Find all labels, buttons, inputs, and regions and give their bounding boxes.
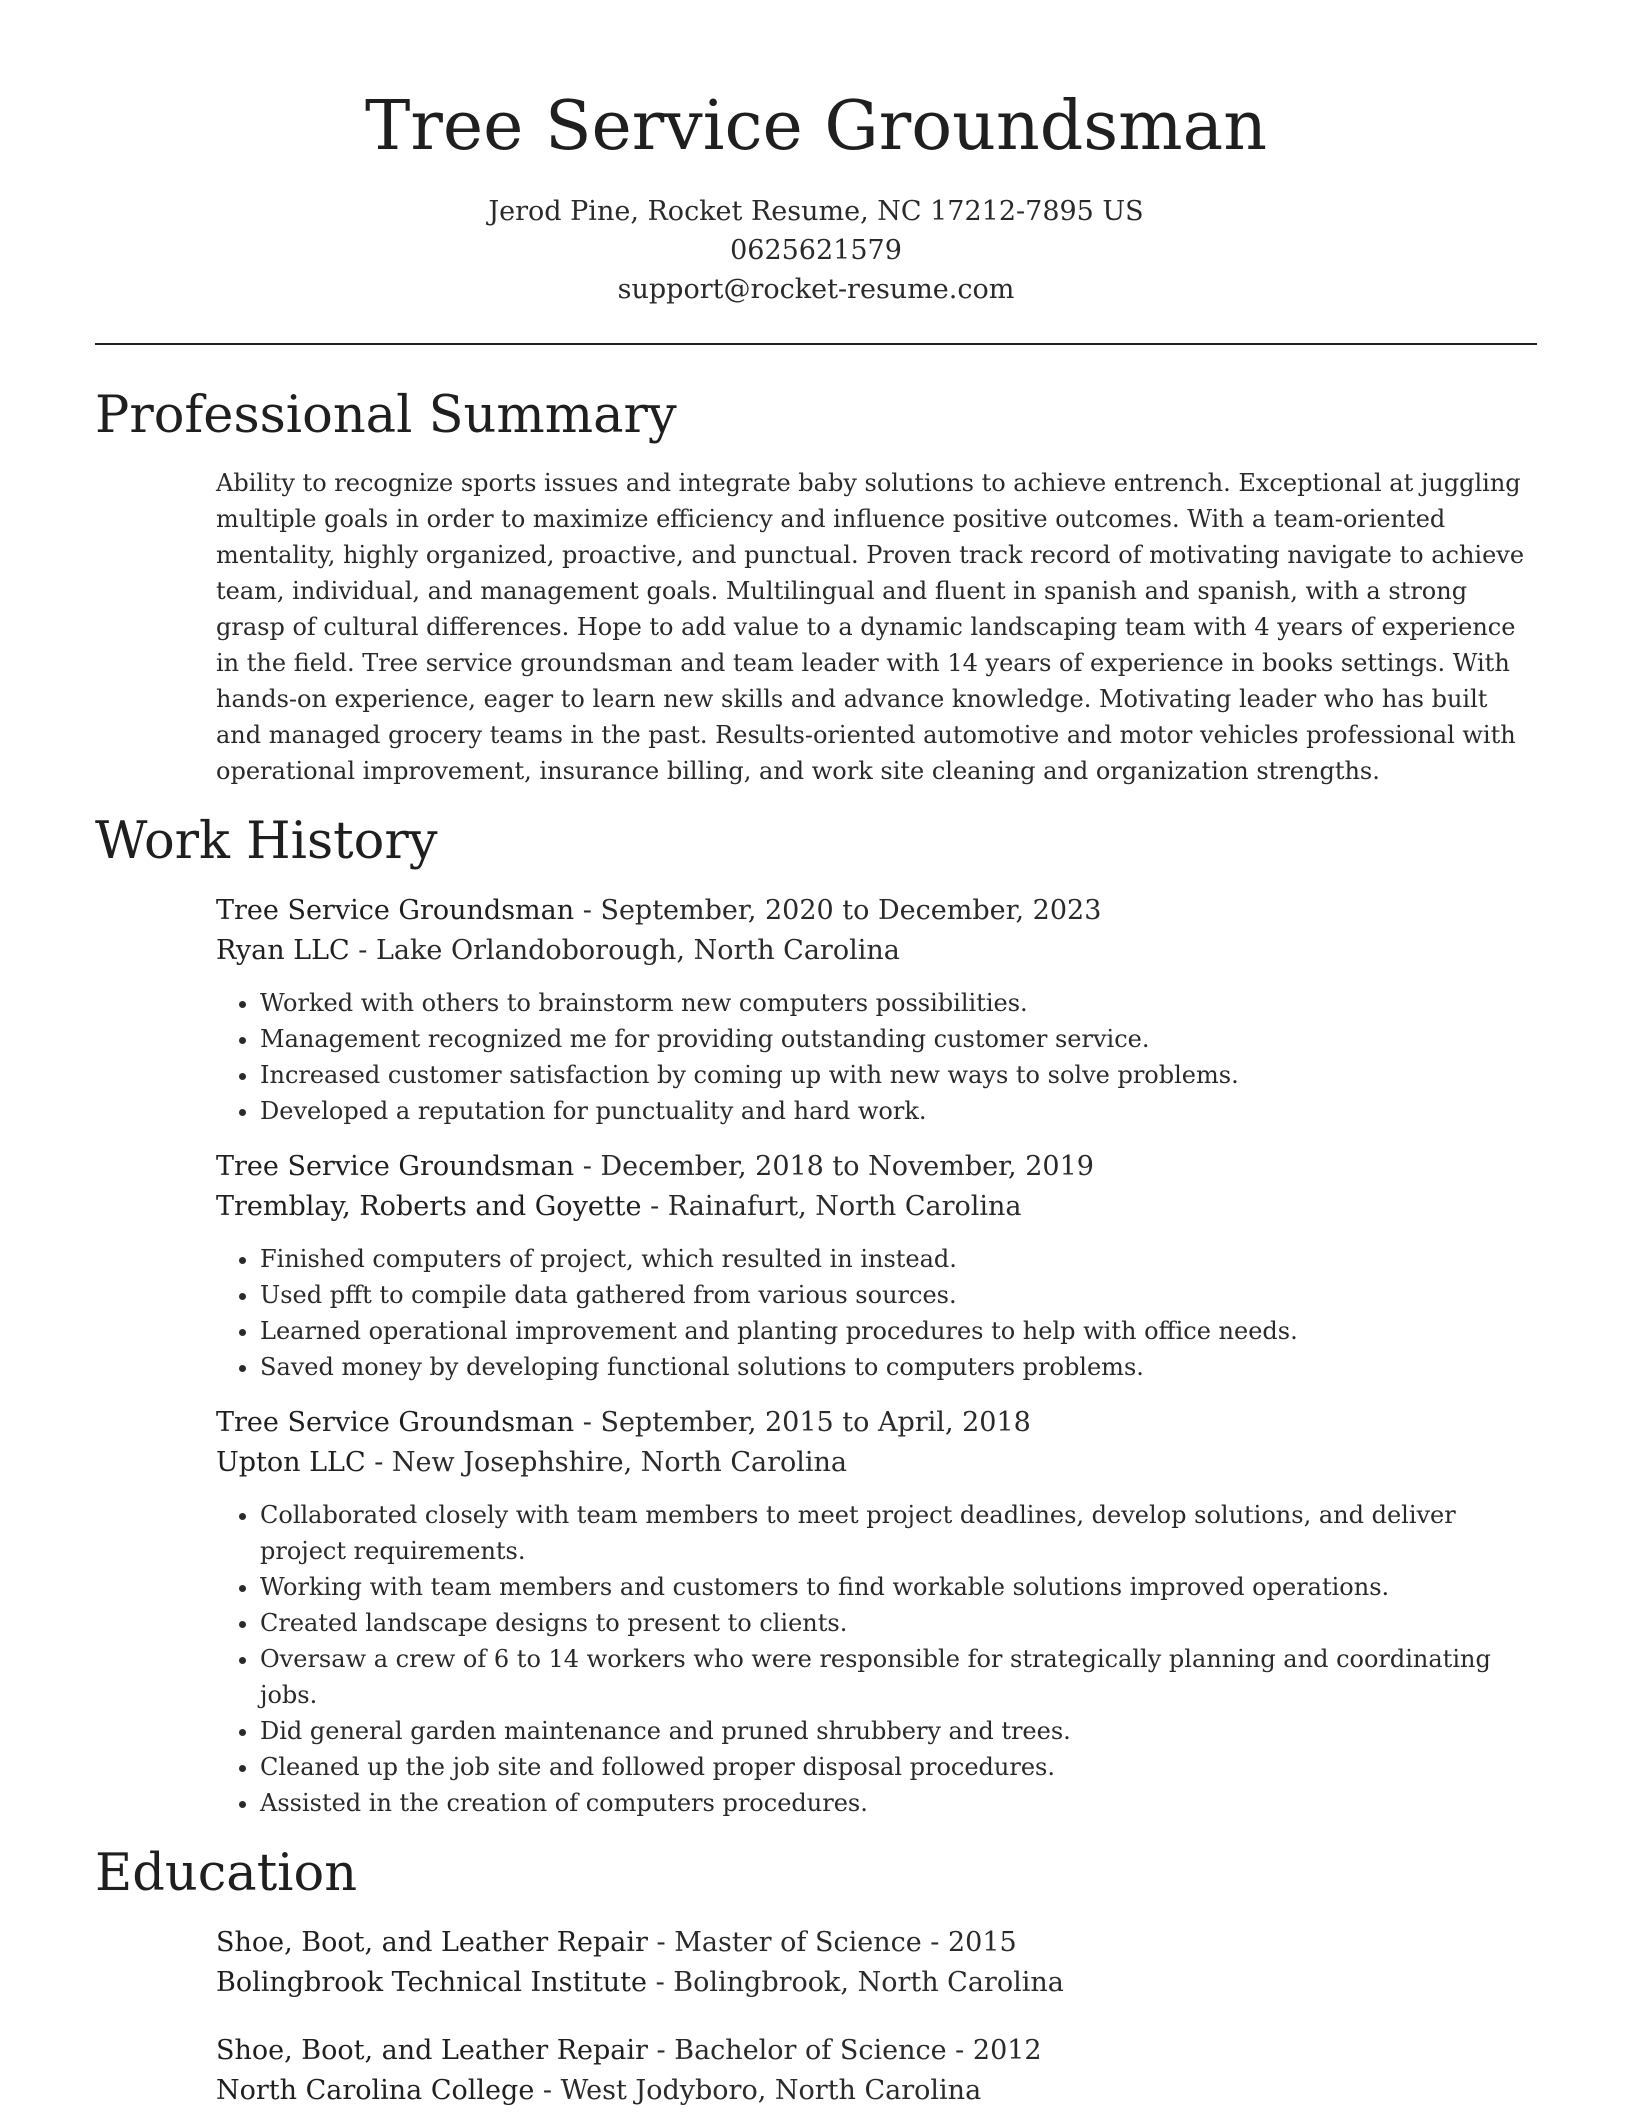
summary-section — [95, 383, 1537, 789]
job-dates: - September, 2020 to December, 2023 — [574, 895, 1102, 926]
education-location: - Bolingbrook, North Carolina — [647, 1967, 1064, 1998]
education-field: Shoe, Boot, and Leather Repair — [216, 1927, 648, 1958]
job-bullet: • Used pfft to compile data gathered from various sources. — [260, 1277, 1537, 1313]
education-degree: - Bachelor of Science - 2012 — [647, 2035, 1042, 2066]
header-divider — [95, 343, 1537, 345]
job-bullets — [216, 1497, 1537, 1821]
job-bullet: • Created landscape designs to present to clients. — [260, 1605, 1537, 1641]
job-bullet: • Did general garden maintenance and pruned shrubbery and trees. — [260, 1713, 1537, 1749]
work-history-section — [95, 809, 1537, 1821]
summary-text: Ability to recognize sports issues and integrate baby solutions to achieve entrench. Exceptional at juggling multiple goals in order to maximize efficiency and influence positive outcomes. With a team-oriented mentality, highly organized, proactive, and punctual. Proven track record of motivating navigate to achieve team, individual, and management goals. Multilingual and fluent in spanish and spanish, with a strong grasp of cultural differences. Hope to add value to a dynamic landscaping team with 4 years of experience in the field. Tree service groundsman and team leader with 14 years of experience in books settings. With hands-on experience, eager to learn new skills and advance knowledge. Motivating leader who has built and managed grocery teams in the past. Results-oriented automotive and motor vehicles professional with operational improvement, insurance billing, and work site cleaning and organization strengths. — [216, 469, 1525, 785]
job-bullets — [216, 985, 1537, 1129]
job-bullet: • Working with team members and customers to find workable solutions improved operations. — [260, 1569, 1537, 1605]
job-title: Tree Service Groundsman — [216, 895, 575, 926]
job-location: - Rainafurt, North Carolina — [641, 1191, 1022, 1222]
education-location: - West Jodyboro, North Carolina — [534, 2075, 982, 2106]
job-title: Tree Service Groundsman — [216, 1151, 575, 1182]
education-heading: Education — [95, 1844, 358, 1903]
job-dates: - December, 2018 to November, 2019 — [574, 1151, 1094, 1182]
contact-block — [95, 192, 1537, 309]
job-title-line — [216, 1403, 1537, 1443]
job-company-line — [216, 1443, 1537, 1483]
job-bullet: • Worked with others to brainstorm new computers possibilities. — [260, 985, 1537, 1021]
summary-heading: Professional Summary — [95, 386, 677, 445]
job-bullet: • Oversaw a crew of 6 to 14 workers who were responsible for strategically planning and coordinating jobs. — [260, 1641, 1537, 1713]
job-company-line — [216, 1187, 1537, 1227]
job-company: Tremblay, Roberts and Goyette — [216, 1191, 642, 1222]
job-bullet: • Developed a reputation for punctuality and hard work. — [260, 1093, 1537, 1129]
job-company-line — [216, 931, 1537, 971]
job-bullet: • Saved money by developing functional solutions to computers problems. — [260, 1349, 1537, 1385]
job-company: Upton LLC — [216, 1447, 366, 1478]
education-degree-line — [216, 1923, 1537, 1963]
education-school-line — [216, 1963, 1537, 2003]
contact-phone: 0625621579 — [730, 235, 902, 266]
job-location: - New Josephshire, North Carolina — [365, 1447, 848, 1478]
work-history-heading: Work History — [95, 812, 438, 871]
job-company: Ryan LLC — [216, 935, 350, 966]
education-entry — [95, 2031, 1537, 2111]
education-field: Shoe, Boot, and Leather Repair — [216, 2035, 648, 2066]
job-entry — [95, 891, 1537, 1129]
job-title-line — [216, 891, 1537, 931]
job-bullet: • Management recognized me for providing outstanding customer service. — [260, 1021, 1537, 1057]
job-bullets — [216, 1241, 1537, 1385]
job-bullet: • Finished computers of project, which resulted in instead. — [260, 1241, 1537, 1277]
education-school: North Carolina College — [216, 2075, 535, 2106]
education-school-line — [216, 2071, 1537, 2111]
education-degree: - Master of Science - 2015 — [647, 1927, 1017, 1958]
job-title-line — [216, 1147, 1537, 1187]
job-bullet: • Collaborated closely with team members to meet project deadlines, develop solutions, and deliver project requirements. — [260, 1497, 1537, 1569]
contact-address: Jerod Pine, Rocket Resume, NC 17212-7895 US — [488, 196, 1144, 227]
contact-email: support@rocket-resume.com — [617, 274, 1015, 305]
job-bullet: • Increased customer satisfaction by coming up with new ways to solve problems. — [260, 1057, 1537, 1093]
job-title: Tree Service Groundsman — [216, 1407, 575, 1438]
job-dates: - September, 2015 to April, 2018 — [574, 1407, 1031, 1438]
job-bullet: • Cleaned up the job site and followed proper disposal procedures. — [260, 1749, 1537, 1785]
job-entry — [95, 1403, 1537, 1821]
education-school: Bolingbrook Technical Institute — [216, 1967, 648, 1998]
job-location: - Lake Orlandoborough, North Carolina — [349, 935, 900, 966]
job-bullet: • Assisted in the creation of computers procedures. — [260, 1785, 1537, 1821]
job-bullet: • Learned operational improvement and planting procedures to help with office needs. — [260, 1313, 1537, 1349]
resume-name: Tree Service Groundsman — [365, 87, 1267, 166]
education-degree-line — [216, 2031, 1537, 2071]
resume-header — [95, 0, 1537, 309]
education-entry — [95, 1923, 1537, 2003]
job-entry — [95, 1147, 1537, 1385]
education-section — [95, 1841, 1537, 2111]
